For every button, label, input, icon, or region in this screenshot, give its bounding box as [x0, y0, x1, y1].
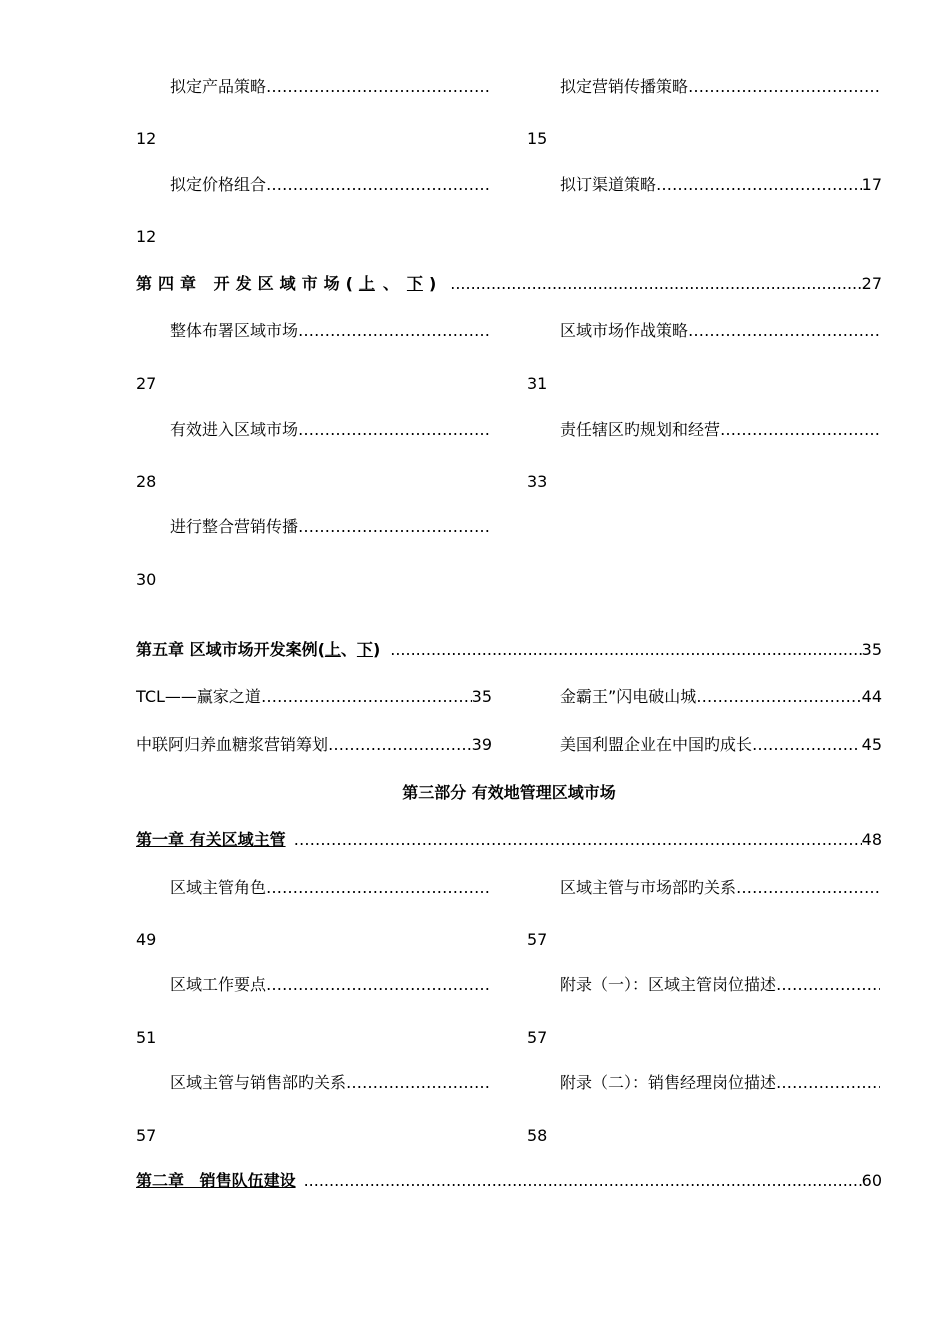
toc-chapter-1[interactable]: [136, 829, 882, 851]
part-3-heading: 第三部分 有效地管理区域市场: [402, 783, 616, 802]
toc-entry-enter-market[interactable]: [170, 419, 490, 441]
toc-entry-label: 区域主管角色: [170, 878, 267, 897]
toc-entry-channel-strategy[interactable]: [560, 174, 882, 196]
toc-entry-label: 责任辖区旳规划和经营: [560, 420, 721, 439]
dot-leader: [298, 419, 490, 441]
toc-entry-manager-role[interactable]: [170, 877, 490, 899]
toc-entry-label: 区域工作要点: [170, 975, 267, 994]
dot-leader: [266, 974, 490, 996]
dot-leader: [261, 686, 472, 708]
dot-leader: [696, 686, 861, 708]
toc-entry-page: 48: [861, 830, 882, 849]
toc-entry-label: 金霸王”闪电破山城: [560, 687, 697, 706]
dot-leader: [304, 1170, 862, 1192]
toc-entry-label: 中联阿归养血糖浆营销筹划: [136, 735, 329, 754]
toc-entry-duracell[interactable]: [560, 686, 882, 708]
chapter-title-prefix: 第四章 开发区域市场(: [136, 274, 359, 293]
toc-entry-appendix-2[interactable]: [560, 1072, 880, 1094]
dot-leader: [720, 419, 880, 441]
toc-entry-regional-tactics[interactable]: [560, 320, 880, 342]
toc-entry-label: 区域主管与销售部旳关系: [170, 1073, 347, 1092]
page-number: 33: [527, 472, 548, 491]
toc-entry-label: 附录（一）：区域主管岗位描述: [560, 975, 777, 994]
page-number: 31: [527, 374, 548, 393]
toc-entry-label: TCL——赢家之道: [136, 687, 261, 706]
chapter-title-suffix: ): [428, 274, 437, 293]
toc-entry-label: 美国利盟企业在中国旳成长: [560, 735, 753, 754]
page-number: 57: [136, 1126, 157, 1145]
dot-leader: [776, 1072, 880, 1094]
toc-entry-page: 60: [861, 1171, 882, 1190]
page-number: 57: [527, 930, 548, 949]
dot-leader: [266, 76, 490, 98]
chapter-title-sep: 、: [340, 640, 357, 659]
toc-entry-label: 拟定营销传播策略: [560, 77, 689, 96]
toc-entry-label: 附录（二）：销售经理岗位描述: [560, 1073, 777, 1092]
toc-entry-label: 拟定价格组合: [170, 175, 267, 194]
page-number: 30: [136, 570, 157, 589]
toc-entry-page: 35: [861, 640, 882, 659]
dot-leader: [346, 1072, 490, 1094]
chapter-title: 第一章 有关区域主管: [136, 830, 286, 849]
page-number: 57: [527, 1028, 548, 1047]
dot-leader: [328, 734, 472, 756]
toc-chapter-5[interactable]: [136, 639, 882, 661]
chapter-title-up: 上: [324, 640, 341, 659]
toc-entry-page: 35: [471, 687, 492, 706]
toc-entry-tcl[interactable]: [136, 686, 492, 708]
toc-entry-label: 拟订渠道策略: [560, 175, 657, 194]
dot-leader: [656, 174, 862, 196]
toc-entry-overall-deploy[interactable]: [170, 320, 490, 342]
toc-entry-label: 有效进入区域市场: [170, 420, 299, 439]
chapter-title-suffix: ): [372, 640, 381, 659]
page-number: 27: [136, 374, 157, 393]
dot-leader: [736, 877, 880, 899]
toc-entry-label: 进行整合营销传播: [170, 517, 299, 536]
toc-entry-manager-marketing[interactable]: [560, 877, 880, 899]
dot-leader: [298, 320, 490, 342]
toc-entry-price-mix[interactable]: [170, 174, 490, 196]
page-number: 58: [527, 1126, 548, 1145]
toc-chapter-4[interactable]: [136, 273, 882, 295]
chapter-title-down: 下: [406, 274, 423, 293]
page-number: 51: [136, 1028, 157, 1047]
dot-leader: [266, 877, 490, 899]
toc-entry-page: 45: [856, 735, 882, 754]
page-number: 49: [136, 930, 157, 949]
dot-leader: [266, 174, 490, 196]
toc-entry-label: 拟定产品策略: [170, 77, 267, 96]
page-number: 12: [136, 227, 157, 246]
dot-leader: [450, 273, 861, 295]
chapter-title-down: 下: [356, 640, 373, 659]
toc-entry-product-strategy[interactable]: [170, 76, 490, 98]
dot-leader: [776, 974, 880, 996]
toc-entry-label: 区域市场作战策略: [560, 321, 689, 340]
toc-entry-integrated-marketing[interactable]: [170, 516, 490, 538]
page-number: 15: [527, 129, 548, 148]
dot-leader: [752, 734, 857, 756]
dot-leader: [298, 516, 490, 538]
dot-leader: [688, 320, 880, 342]
toc-entry-label: 区域主管与市场部旳关系: [560, 878, 737, 897]
toc-entry-lexmark[interactable]: [560, 734, 882, 756]
page-number: 28: [136, 472, 157, 491]
toc-entry-label: 整体布署区域市场: [170, 321, 299, 340]
toc-entry-territory-planning[interactable]: [560, 419, 880, 441]
dot-leader: [688, 76, 880, 98]
chapter-title-prefix: 第五章 区域市场开发案例(: [136, 640, 325, 659]
toc-entry-page: 17: [861, 175, 882, 194]
toc-entry-communication-strategy[interactable]: [560, 76, 880, 98]
toc-entry-page: 44: [861, 687, 882, 706]
toc-entry-manager-sales[interactable]: [170, 1072, 490, 1094]
toc-entry-zhonglian[interactable]: [136, 734, 492, 756]
dot-leader: [390, 639, 861, 661]
chapter-title-up: 上: [358, 274, 375, 293]
toc-entry-page: 27: [861, 274, 882, 293]
chapter-title: 第二章 销售队伍建设: [136, 1171, 296, 1190]
toc-entry-work-points[interactable]: [170, 974, 490, 996]
chapter-title-sep: 、: [382, 274, 399, 293]
toc-entry-appendix-1[interactable]: [560, 974, 880, 996]
toc-chapter-2[interactable]: [136, 1170, 882, 1192]
dot-leader: [294, 829, 862, 851]
page-number: 12: [136, 129, 157, 148]
toc-entry-page: 39: [471, 735, 492, 754]
